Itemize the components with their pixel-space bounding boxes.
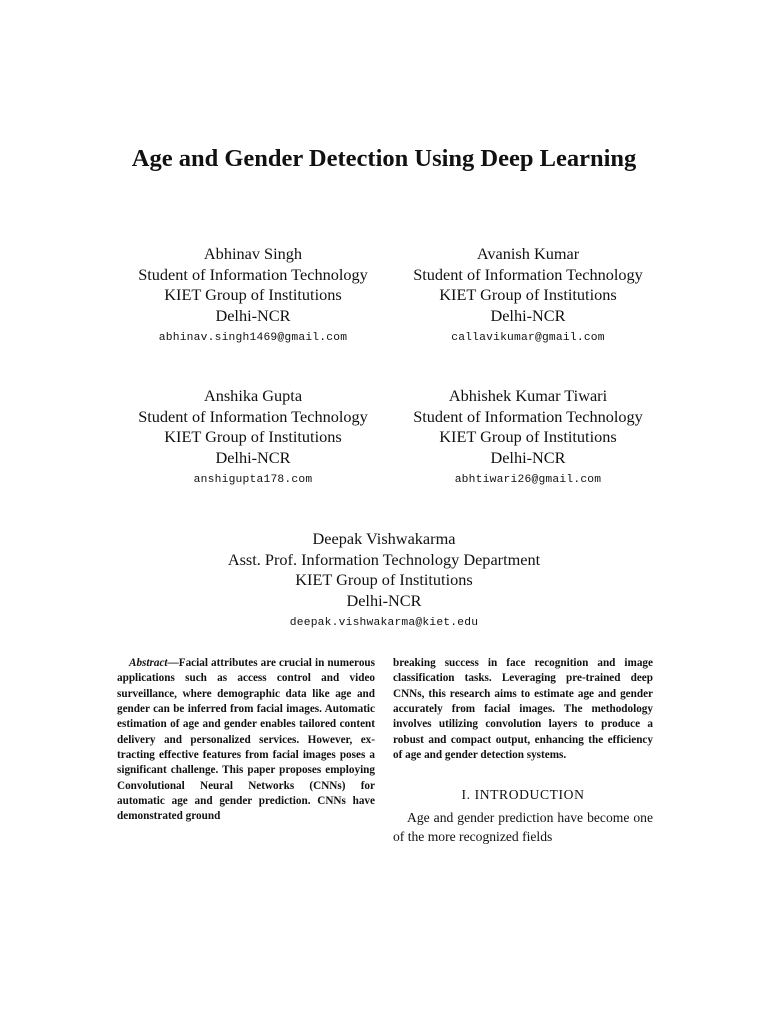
author-affiliation: Student of Information Technology — [138, 264, 368, 284]
abstract-text: Facial attributes are crucial in numerous applications such as access control and video surveillance, where demographic data like age and gender can be inferred from facial images. Automatic estimation of age and gender enables tailored content delivery and personalized services. However, extracting effective features from facial images poses a significant challenge. This paper proposes employing Convolutional Neural Networks (CNNs) for automatic age and gender prediction. CNNs have demonstrated ground — [117, 657, 375, 823]
author-email: abhtiwari26@gmail.com — [454, 474, 602, 486]
author-location: Delhi-NCR — [215, 447, 291, 467]
author-block — [113, 244, 393, 345]
author-institution: KIET Group of Institutions — [164, 427, 342, 446]
author-name: Abhishek Kumar Tiwari — [448, 386, 608, 405]
author-name: Abhinav Singh — [203, 244, 303, 263]
author-email: abhinav.singh1469@gmail.com — [158, 332, 348, 344]
author-location: Delhi-NCR — [490, 305, 566, 325]
section-heading: I. INTRODUCTION — [461, 787, 585, 802]
author-institution: KIET Group of Institutions — [439, 427, 617, 446]
author-email: callavikumar@gmail.com — [451, 332, 605, 344]
author-name: Deepak Vishwakarma — [312, 529, 456, 548]
author-affiliation: Student of Information Technology — [413, 264, 643, 284]
author-institution: KIET Group of Institutions — [295, 570, 473, 589]
author-block — [390, 244, 666, 345]
author-email: anshigupta178.com — [193, 474, 313, 486]
author-affiliation: Student of Information Technology — [413, 406, 643, 426]
author-name: Avanish Kumar — [476, 244, 580, 263]
author-affiliation: Student of Information Technology — [138, 406, 368, 426]
author-block — [390, 386, 666, 487]
abstract-label: Abstract — [129, 657, 168, 669]
author-email: deepak.vishwakarma@kiet.edu — [289, 617, 479, 629]
author-location: Delhi-NCR — [490, 447, 566, 467]
author-name: Anshika Gupta — [203, 386, 303, 405]
author-affiliation: Asst. Prof. Information Technology Department — [227, 549, 541, 569]
author-block — [113, 386, 393, 487]
author-location: Delhi-NCR — [346, 590, 422, 610]
author-institution: KIET Group of Institutions — [164, 285, 342, 304]
abstract-paragraph — [117, 656, 375, 825]
author-institution: KIET Group of Institutions — [439, 285, 617, 304]
intro-paragraph: Age and gender prediction have become one of the more recognized fields — [393, 810, 653, 844]
paper-title: Age and Gender Detection Using Deep Learning — [131, 145, 637, 172]
author-location: Delhi-NCR — [215, 305, 291, 325]
abstract-continuation: breaking success in face recognition and image classification tasks. Leveraging pre-trained deep CNNs, this research aims to estimate age and gender accurately from facial images. The methodology involves utilizing convolution layers to produce a robust and compact output, enhancing the efficiency of age and gender detection systems. — [393, 657, 653, 762]
author-block — [184, 529, 584, 630]
abstract-dash: — — [167, 657, 179, 669]
